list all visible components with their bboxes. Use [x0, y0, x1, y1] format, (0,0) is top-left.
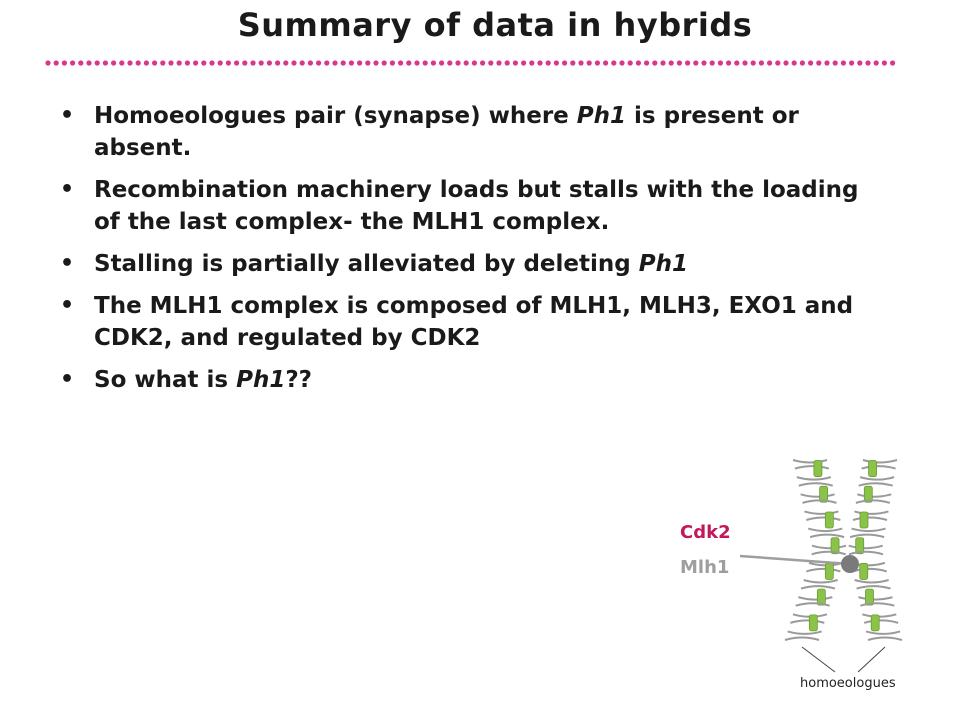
chromatin-loop	[866, 631, 900, 634]
protein-complex	[860, 563, 868, 579]
protein-complex	[860, 512, 868, 528]
divider-dot	[144, 60, 149, 65]
divider-dot	[636, 60, 641, 65]
divider-dot	[882, 60, 887, 65]
chromatin-loop	[858, 597, 892, 600]
divider-dot	[283, 60, 288, 65]
chromatin-loop	[860, 477, 894, 480]
homoeologue-pointer-right	[858, 647, 885, 672]
divider-dot	[398, 60, 403, 65]
bullet-text: So what is	[94, 367, 237, 393]
label-pointer-line	[740, 556, 850, 564]
chromatin-loop	[798, 597, 832, 600]
divider-dot	[849, 60, 854, 65]
divider-dot	[414, 60, 419, 65]
divider-dot	[168, 60, 173, 65]
divider-dot	[685, 60, 690, 65]
chromatin-loop	[849, 552, 883, 555]
protein-complex	[814, 461, 822, 477]
divider-dot	[742, 60, 747, 65]
divider-dot	[54, 60, 59, 65]
divider-dot	[332, 60, 337, 65]
divider-dot	[660, 60, 665, 65]
divider-dot	[349, 60, 354, 65]
chromatin-loop	[849, 546, 883, 549]
divider-dot	[431, 60, 436, 65]
divider-dot	[759, 60, 764, 65]
chromatin-loop	[806, 569, 840, 572]
divider-dot	[275, 60, 280, 65]
divider-dot	[316, 60, 321, 65]
divider-dot	[824, 60, 829, 65]
divider-dot	[800, 60, 805, 65]
divider-dot	[439, 60, 444, 65]
divider-dot	[513, 60, 518, 65]
bullet-list	[60, 100, 880, 406]
divider-dot	[455, 60, 460, 65]
divider-dot	[136, 60, 141, 65]
divider-dot	[652, 60, 657, 65]
divider-dot	[45, 60, 50, 65]
chromatin-loop	[806, 518, 840, 521]
divider-dot	[595, 60, 600, 65]
divider-dot	[874, 60, 879, 65]
divider-dot	[291, 60, 296, 65]
divider-dot	[775, 60, 780, 65]
divider-dot	[201, 60, 206, 65]
bullet-text: is present or absent.	[94, 103, 799, 161]
right-homoeologue	[849, 460, 902, 640]
homoeologue-pointer-left	[802, 647, 835, 672]
bullet-text: The MLH1 complex is composed of MLH1, MLH3, EXO1 and CDK2, and regulated by CDK2	[94, 293, 854, 351]
divider-dot	[193, 60, 198, 65]
bullet-item	[60, 364, 880, 396]
cdk2-label: Cdk2	[680, 522, 731, 543]
divider-dot	[833, 60, 838, 65]
divider-dot	[578, 60, 583, 65]
divider-dot	[644, 60, 649, 65]
divider-dot	[669, 60, 674, 65]
divider-dot	[718, 60, 723, 65]
chromatin-loop	[855, 580, 889, 583]
bullet-item	[60, 290, 880, 354]
divider-dot	[259, 60, 264, 65]
bullet-dot: •	[60, 367, 75, 392]
divider-dot	[783, 60, 788, 65]
divider-dot	[70, 60, 75, 65]
protein-complex	[825, 563, 833, 579]
divider-dot	[177, 60, 182, 65]
divider-dot	[464, 60, 469, 65]
divider-dot	[816, 60, 821, 65]
chromatin-loop	[812, 552, 846, 555]
divider-dot	[587, 60, 592, 65]
chromatin-loop	[868, 638, 902, 641]
chromatin-loop	[801, 494, 835, 497]
bullet-dot: •	[60, 177, 75, 202]
left-homoeologue	[785, 460, 846, 640]
chromatin-loop	[812, 546, 846, 549]
chromatin-loop	[852, 529, 886, 532]
divider-dot	[341, 60, 346, 65]
bullet-item	[60, 100, 880, 164]
chromatin-loop	[860, 603, 894, 606]
chromatin-loop	[853, 518, 887, 521]
divider-dot	[226, 60, 231, 65]
divider-dot	[570, 60, 575, 65]
divider-dot	[693, 60, 698, 65]
bullet-text: ??	[285, 367, 313, 393]
chromatin-loop	[785, 638, 819, 641]
divider-dot	[603, 60, 608, 65]
chromatin-loop	[862, 466, 896, 469]
chromatin-loop	[857, 494, 891, 497]
protein-complex	[871, 615, 879, 631]
divider-dot	[382, 60, 387, 65]
chromatin-loop	[788, 631, 822, 634]
crossover-focus-icon	[841, 555, 859, 573]
divider-dot	[250, 60, 255, 65]
divider-dot	[677, 60, 682, 65]
divider-dot	[119, 60, 124, 65]
divider-dot	[505, 60, 510, 65]
chromatin-loop	[864, 620, 898, 623]
bullet-italic: Ph1	[576, 103, 627, 129]
bullet-dot: •	[60, 103, 75, 128]
chromatin-loop	[790, 620, 824, 623]
divider-dot	[390, 60, 395, 65]
divider-dot	[103, 60, 108, 65]
divider-dot	[792, 60, 797, 65]
bullet-text: Recombination machinery loads but stalls with the loading of the last complex- the MLH1 complex.	[94, 177, 859, 235]
divider-dot	[234, 60, 239, 65]
chromatin-loop	[859, 483, 893, 486]
divider-dot	[78, 60, 83, 65]
homoeologues-label: homoeologues	[800, 676, 896, 691]
chromatin-loop	[801, 586, 835, 589]
chromatin-loop	[853, 569, 887, 572]
divider-dot	[308, 60, 313, 65]
divider-dot	[554, 60, 559, 65]
divider-dot	[127, 60, 132, 65]
chromatin-loop	[856, 500, 890, 503]
chromatin-loop	[810, 535, 844, 538]
bullet-dot: •	[60, 293, 75, 318]
divider-dot	[734, 60, 739, 65]
chromatin-loop	[795, 466, 829, 469]
divider-dot	[537, 60, 542, 65]
divider-dot	[841, 60, 846, 65]
divider-dot	[562, 60, 567, 65]
divider-dot	[185, 60, 190, 65]
divider-dot	[111, 60, 116, 65]
slide-title: Summary of data in hybrids	[237, 6, 753, 44]
divider-dot	[86, 60, 91, 65]
dotted-divider	[44, 58, 896, 68]
divider-dot	[62, 60, 67, 65]
divider-dot	[267, 60, 272, 65]
divider-dot	[701, 60, 706, 65]
divider-dot	[480, 60, 485, 65]
divider-dot	[423, 60, 428, 65]
bullet-italic: Ph1	[638, 251, 688, 277]
bullet-item	[60, 248, 880, 280]
bullet-dot: •	[60, 251, 75, 276]
chromatin-loop	[857, 586, 891, 589]
chromatin-loop	[796, 603, 830, 606]
divider-dot	[365, 60, 370, 65]
divider-dot	[472, 60, 477, 65]
chromatin-loop	[797, 477, 831, 480]
divider-dot	[160, 60, 165, 65]
divider-dot	[611, 60, 616, 65]
divider-dot	[865, 60, 870, 65]
bullet-text: Stalling is partially alleviated by deleting	[94, 251, 639, 277]
divider-dot	[767, 60, 772, 65]
divider-dot	[751, 60, 756, 65]
chromatin-loop	[850, 535, 884, 538]
divider-dot	[857, 60, 862, 65]
divider-dot	[373, 60, 378, 65]
divider-dot	[152, 60, 157, 65]
divider-dot	[710, 60, 715, 65]
chromatin-loop	[808, 529, 842, 532]
divider-dot	[628, 60, 633, 65]
protein-complex	[869, 461, 877, 477]
divider-dot	[300, 60, 305, 65]
divider-dot	[324, 60, 329, 65]
divider-dot	[808, 60, 813, 65]
divider-dot	[619, 60, 624, 65]
chromatin-loop	[799, 483, 833, 486]
protein-complex	[809, 615, 817, 631]
bullet-item	[60, 174, 880, 238]
divider-dot	[488, 60, 493, 65]
divider-dot	[447, 60, 452, 65]
divider-dot	[726, 60, 731, 65]
divider-dot	[209, 60, 214, 65]
divider-dot	[95, 60, 100, 65]
divider-dot	[529, 60, 534, 65]
chromatin-loop	[854, 511, 888, 514]
divider-dot	[546, 60, 551, 65]
divider-dot	[242, 60, 247, 65]
chromatin-loop	[863, 460, 897, 463]
divider-dot	[521, 60, 526, 65]
divider-dot	[218, 60, 223, 65]
bullet-italic: Ph1	[236, 367, 286, 393]
protein-complex	[825, 512, 833, 528]
divider-dot	[890, 60, 895, 65]
divider-dot	[496, 60, 501, 65]
divider-dot	[406, 60, 411, 65]
divider-dot	[357, 60, 362, 65]
bullet-text: Homoeologues pair (synapse) where	[94, 103, 577, 129]
mlh1-label: Mlh1	[680, 557, 730, 578]
chromatin-loop	[804, 580, 838, 583]
